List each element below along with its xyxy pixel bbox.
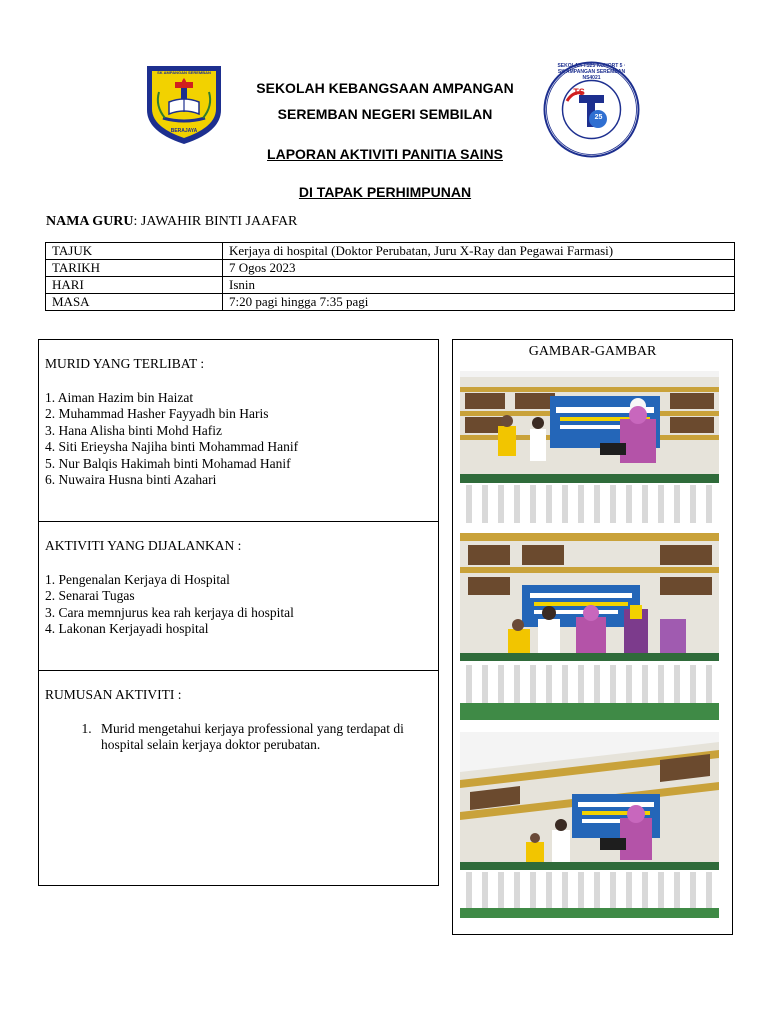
list-item: 2. Senarai Tugas: [45, 588, 135, 603]
list-item: 5. Nur Balqis Hakimah binti Mohamad Hanif: [45, 455, 291, 471]
crest-bottom-text: BERAJAYA: [170, 128, 198, 134]
activities-section: [39, 522, 438, 671]
gallery-title: GAMBAR-GAMBAR: [528, 344, 657, 359]
report-subtitle: DI TAPAK PERHIMPUNAN: [298, 184, 472, 200]
list-item: 3. Cara memnjurus kea rah kerjaya di hospital: [45, 604, 294, 620]
students-title: MURID YANG TERLIBAT :: [45, 356, 205, 371]
teacher-name: JAWAHIR BINTI JAAFAR: [140, 214, 298, 229]
table-row: [46, 243, 735, 260]
list-item: 2. Muhammad Hasher Fayyadh bin Haris: [45, 406, 269, 421]
details-panel: [38, 339, 439, 886]
row-key: MASA: [46, 294, 223, 311]
summary-section: [39, 671, 438, 885]
row-key: HARI: [46, 277, 223, 294]
row-value: Isnin: [223, 277, 735, 294]
school-location: SEREMBAN NEGERI SEMBILAN: [277, 106, 493, 122]
logo-center-text: TS: [573, 87, 585, 97]
row-key: TARIKH: [46, 260, 223, 277]
table-row: [46, 294, 735, 311]
table-row: [46, 260, 735, 277]
activities-title: AKTIVITI YANG DIJALANKAN :: [45, 538, 242, 553]
students-section: [39, 340, 438, 522]
table-row: [46, 277, 735, 294]
teacher-label: NAMA GURU: [46, 214, 134, 229]
crest-top-text: SK AMPANGAN SEREMBAN: [157, 70, 211, 75]
school-crest-logo: [143, 62, 225, 146]
report-title: LAPORAN AKTIVITI PANITIA SAINS: [267, 146, 503, 162]
activity-photo-1: [460, 371, 719, 523]
school-name: SEKOLAH KEBANGSAAN AMPANGAN: [256, 80, 514, 96]
list-item: 4. Siti Erieysha Najiha binti Mohammad Hanif: [45, 439, 299, 454]
list-item: 1. Murid mengetahui kerjaya professional yang terdapat di hospital selain kerjaya doktor perubatan.: [95, 721, 432, 754]
list-item: 4. Lakonan Kerjayadi hospital: [45, 621, 209, 636]
row-key: TAJUK: [46, 243, 223, 260]
summary-title: RUMUSAN AKTIVITI :: [45, 687, 182, 702]
list-item: 3. Hana Alisha binti Mohd Hafiz: [45, 422, 222, 438]
logo-ring-text: SEKOLAH TS25 KOHORT 5 · SK AMPANGAN SEREMBAN NS4021: [557, 63, 626, 81]
activity-photo-2: [460, 533, 719, 720]
row-value: 7:20 pagi hingga 7:35 pagi: [223, 294, 735, 311]
list-item: 6. Nuwaira Husna binti Azahari: [45, 472, 217, 487]
teacher-line: NAMA GURU: JAWAHIR BINTI JAAFAR: [46, 214, 298, 229]
logo-badge-text: 25: [594, 114, 603, 121]
list-item: 1. Aiman Hazim bin Haizat: [45, 389, 194, 405]
row-value: Kerjaya di hospital (Doktor Perubatan, Juru X-Ray dan Pegawai Farmasi): [223, 243, 735, 260]
summary-list: [45, 721, 432, 754]
row-value: 7 Ogos 2023: [223, 260, 735, 277]
info-table: [45, 242, 735, 311]
activity-photo-3: [460, 732, 719, 918]
list-item: 1. Pengenalan Kerjaya di Hospital: [45, 571, 230, 587]
